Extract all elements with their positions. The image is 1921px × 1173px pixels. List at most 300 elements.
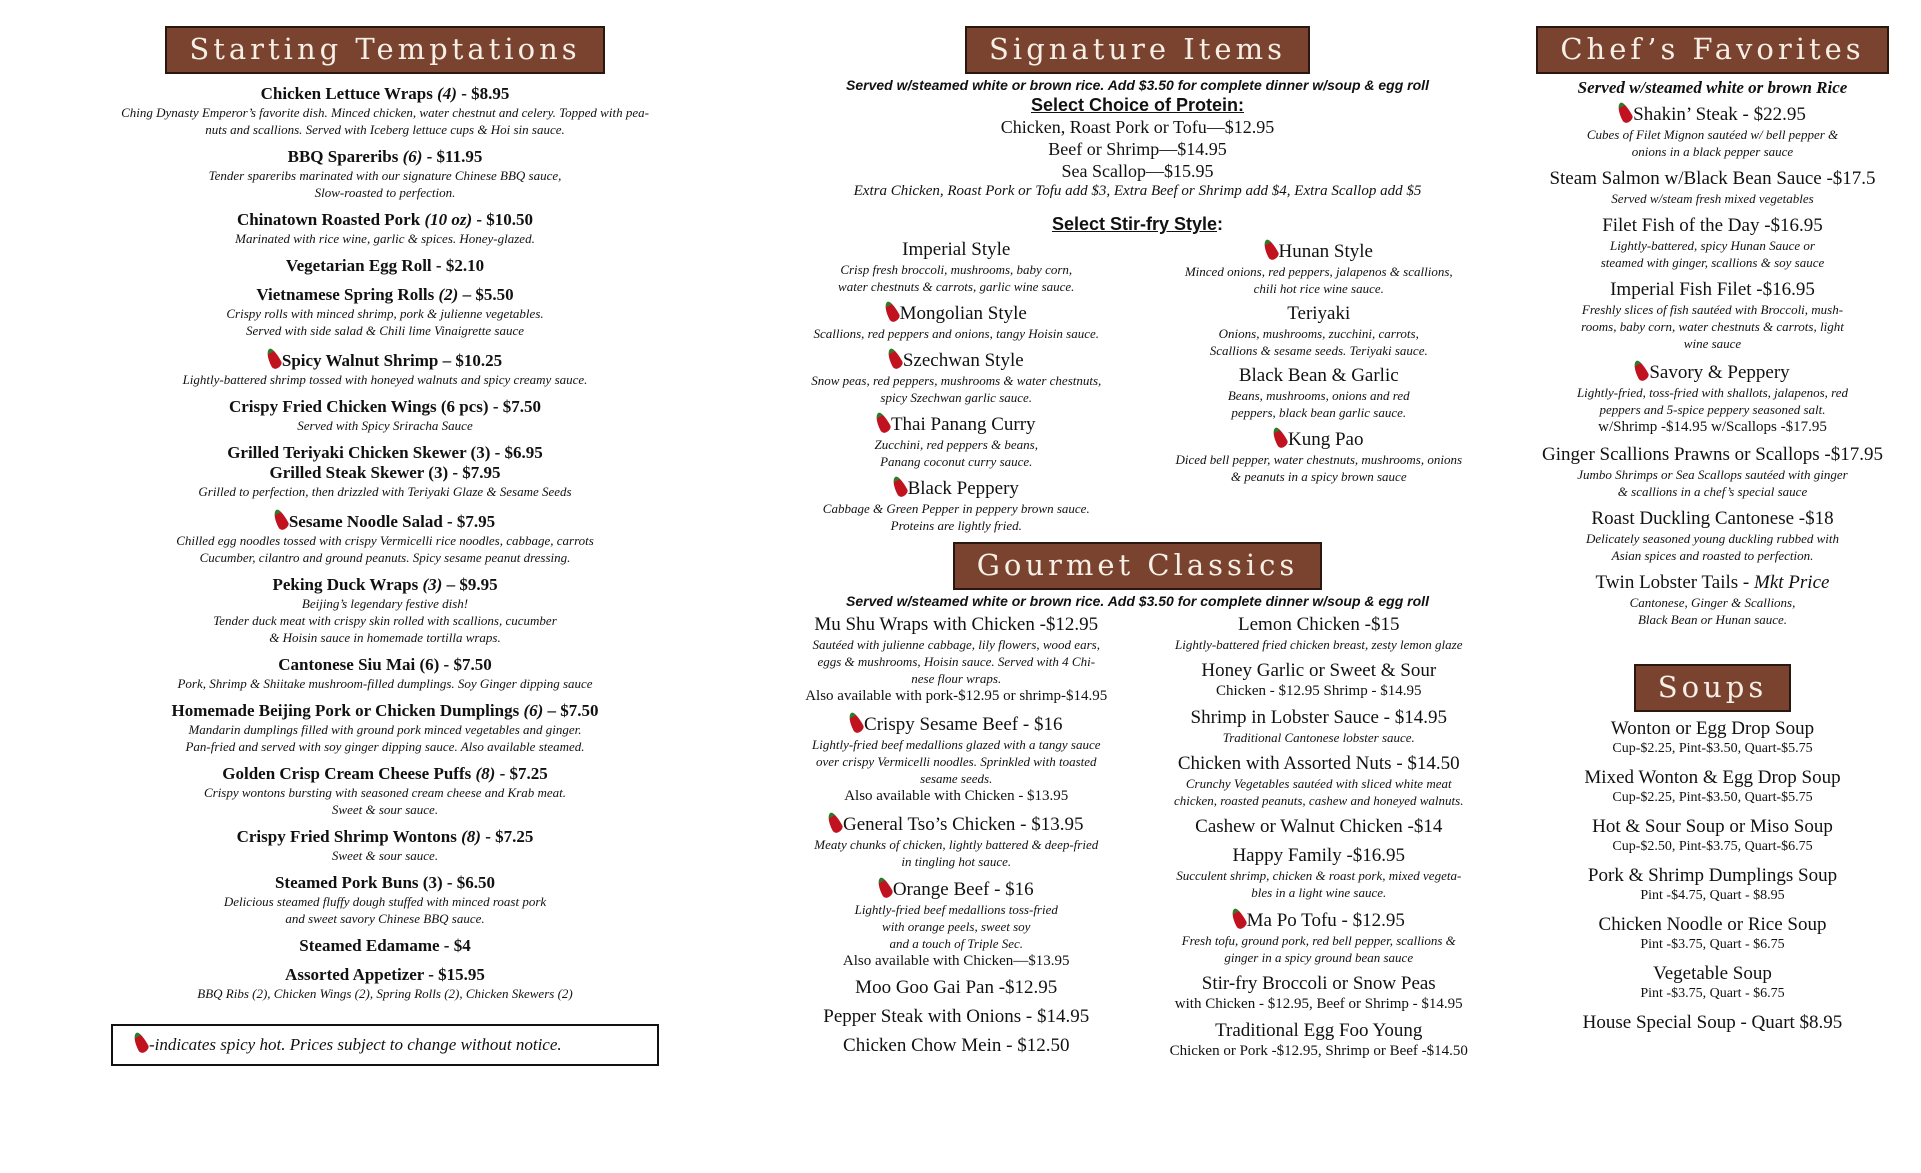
menu-item (1520, 508, 1905, 564)
menu-item (60, 965, 710, 1002)
item-name-line (775, 301, 1138, 325)
menu-item (60, 655, 710, 692)
item-name: Traditional Egg Foo Young (1215, 1020, 1423, 1041)
menu-item (1520, 444, 1905, 500)
item-name: Shakin’ Steak - $22.95 (1633, 104, 1806, 125)
item-name: Steamed Pork Buns (3) - $6.50 (274, 873, 496, 892)
item-extra: with Chicken - $12.95, Beef or Shrimp - $14.95 (1174, 996, 1463, 1012)
menu-item (60, 348, 710, 388)
item-description: Tender duck meat with crispy skin rolled with scallions, cucumber (213, 613, 557, 628)
item-name: Chicken Chow Mein - $12.50 (843, 1035, 1070, 1056)
item-name: Ma Po Tofu - $12.95 (1246, 910, 1405, 931)
item-description: Served with Spicy Sriracha Sauce (297, 418, 473, 433)
item-name: Shrimp in Lobster Sauce - $14.95 (1190, 707, 1447, 728)
item-name: Assorted Appetizer - $15.95 (285, 965, 485, 984)
item-name-line (1520, 360, 1905, 384)
item-extra: Also available with Chicken—$13.95 (842, 953, 1070, 969)
item-description: nese flour wraps. (911, 671, 1002, 686)
soups-list (1520, 718, 1905, 1034)
menu-item (60, 936, 710, 956)
chili-pepper-icon (1228, 907, 1248, 931)
item-description: sesame seeds. (920, 771, 993, 786)
item-name: Crispy Fried Shrimp Wontons (236, 827, 457, 846)
item-description: Grilled to perfection, then drizzled with Teriyaki Glaze & Sesame Seeds (198, 484, 572, 499)
item-description: over crispy Vermicelli noodles. Sprinkled with toasted (815, 754, 1097, 769)
soup-name: House Special Soup - Quart $8.95 (1582, 1012, 1843, 1033)
item-name: Szechwan Style (902, 350, 1024, 371)
item-name: Imperial Style (902, 239, 1011, 260)
item-description: Lightly-fried, toss-fried with shallots, jalapenos, red (1576, 385, 1849, 400)
item-description: Delicious steamed fluffy dough stuffed with minced roast pork (223, 894, 547, 909)
menu-item (775, 412, 1138, 470)
item-name: Orange Beef - $16 (892, 879, 1034, 900)
item-name-line (1138, 427, 1501, 451)
item-quantity: (6) (523, 701, 544, 720)
item-price: - $7.25 (480, 827, 534, 846)
item-name: Mongolian Style (899, 303, 1027, 324)
item-name: Vietnamese Spring Rolls (256, 285, 435, 304)
soup-prices: Cup-$2.25, Pint-$3.50, Quart-$5.75 (1612, 790, 1813, 805)
item-name: Sesame Noodle Salad - $7.95 (288, 512, 496, 531)
item-description: peppers and 5-spice peppery seasoned salt. (1599, 402, 1826, 417)
item-description: Cubes of Filet Mignon sautéed w/ bell pepper & (1586, 127, 1839, 142)
item-extra: Also available with Chicken - $13.95 (844, 788, 1069, 804)
protein-heading-text: Select Choice of Protein (1030, 95, 1239, 115)
item-description: Lightly-fried beef medallions toss-fried (854, 902, 1058, 917)
item-description: Lightly-battered shrimp tossed with honeyed walnuts and spicy creamy sauce. (182, 372, 588, 387)
item-price: Mkt Price (1754, 572, 1830, 593)
menu-item (60, 285, 710, 339)
item-description: Cucumber, cilantro and ground peanuts. Spicy sesame peanut dressing. (199, 550, 571, 565)
gourmet-note: Served w/steamed white or brown rice. Add $3.50 for complete dinner w/soup & egg roll (846, 593, 1429, 609)
item-description: water chestnuts & carrots, garlic wine sauce. (838, 279, 1075, 294)
item-description: Lightly-battered fried chicken breast, zesty lemon glaze (1175, 637, 1463, 652)
chili-pepper-icon (846, 711, 866, 735)
menu-item (1520, 360, 1905, 436)
item-name: Peking Duck Wraps (272, 575, 419, 594)
item-description: Jumbo Shrimps or Sea Scallops sautéed with ginger (1577, 467, 1848, 482)
gourmet-right (1138, 614, 1501, 1060)
item-description: spicy Szechwan garlic sauce. (880, 390, 1033, 405)
menu-item (1520, 572, 1905, 628)
item-name-line (60, 965, 710, 985)
item-quantity: (6) (402, 147, 423, 166)
item-extra: Also available with pork-$12.95 or shrimp-$14.95 (805, 688, 1108, 704)
item-name-line (1520, 279, 1905, 301)
item-description: chili hot rice wine sauce. (1253, 281, 1384, 296)
item-name-line (775, 812, 1138, 836)
soup-prices: Pint -$3.75, Quart - $6.75 (1640, 937, 1785, 952)
menu-item (775, 877, 1138, 970)
item-name: Mu Shu Wraps with Chicken -$12.95 (814, 614, 1099, 635)
menu-item (1138, 427, 1501, 485)
chili-pepper-icon (885, 347, 905, 371)
item-description: Onions, mushrooms, zucchini, carrots, (1218, 326, 1419, 341)
item-name: Black Bean & Garlic (1238, 365, 1399, 386)
item-extra: w/Shrimp -$14.95 w/Scallops -$17.95 (1598, 419, 1827, 435)
item-description: Freshly slices of fish sautéed with Broccoli, mush- (1581, 302, 1844, 317)
item-description: with orange peels, sweet soy (882, 919, 1031, 934)
menu-item (775, 614, 1138, 705)
item-name-line (60, 827, 710, 847)
chefs-note: Served w/steamed white or brown Rice (1577, 78, 1848, 97)
chili-pepper-icon (271, 508, 291, 532)
item-extra: Chicken or Pork -$12.95, Shrimp or Beef -$14.50 (1169, 1043, 1468, 1059)
item-name-line (60, 84, 710, 104)
item-name: Thai Panang Curry (890, 414, 1036, 435)
item-price: - $11.95 (422, 147, 483, 166)
menu-item (775, 239, 1138, 295)
menu-item (60, 443, 710, 500)
menu-item (775, 476, 1138, 534)
item-name: Vegetarian Egg Roll - $2.10 (285, 256, 485, 275)
soup-name: Hot & Sour Soup or Miso Soup (1592, 816, 1833, 837)
item-quantity: (8) (461, 827, 481, 846)
menu-item (775, 1006, 1138, 1028)
soup-prices: Pint -$4.75, Quart - $8.95 (1640, 888, 1785, 903)
item-name-line (1520, 168, 1905, 190)
item-description: Delicately seasoned young duckling rubbed with (1585, 531, 1840, 546)
item-description: Minced onions, red peppers, jalapenos & scallions, (1184, 264, 1453, 279)
menu-item (60, 827, 710, 864)
item-description: Meaty chunks of chicken, lightly battered & deep-fried (814, 837, 1099, 852)
item-price: - $8.95 (456, 84, 510, 103)
item-name: Cantonese Siu Mai (6) - $7.50 (278, 655, 492, 674)
item-name-line (1138, 303, 1501, 325)
item-name-line (60, 397, 710, 417)
menu-item (1138, 614, 1501, 653)
item-name: Lemon Chicken -$15 (1238, 614, 1400, 635)
item-name-line (1138, 365, 1501, 387)
item-name: Teriyaki (1287, 303, 1351, 324)
item-description: Panang coconut curry sauce. (880, 454, 1033, 469)
menu-item (60, 509, 710, 566)
item-name: Cashew or Walnut Chicken -$14 (1195, 816, 1443, 837)
section-banner-gourmet: Gourmet Classics (953, 542, 1323, 590)
menu-item (1138, 908, 1501, 966)
item-description: Fresh tofu, ground pork, red bell pepper, scallions & (1181, 933, 1456, 948)
item-description: Black Bean or Hunan sauce. (1637, 612, 1788, 627)
item-name-line (1520, 572, 1905, 594)
item-description: Ching Dynasty Emperor’s favorite dish. Minced chicken, water chestnut and celery. Topped with pea- (121, 105, 649, 120)
item-name-line (60, 147, 710, 167)
soup-item (1520, 914, 1905, 953)
item-description: Chilled egg noodles tossed with crispy Vermicelli rice noodles, cabbage, carrots (176, 533, 594, 548)
item-name-line (1138, 1020, 1501, 1042)
item-name: BBQ Spareribs (287, 147, 399, 166)
signature-note: Served w/steamed white or brown rice. Add $3.50 for complete dinner w/soup & egg roll (846, 77, 1429, 93)
item-name-line (775, 614, 1138, 636)
item-description: Cantonese, Ginger & Scallions, (1629, 595, 1796, 610)
item-name: Spicy Walnut Shrimp – $10.25 (281, 351, 503, 370)
item-name-line (1138, 908, 1501, 932)
item-description: Scallions & sesame seeds. Teriyaki sauce. (1209, 343, 1428, 358)
chili-pepper-icon (889, 475, 909, 499)
chili-pepper-icon (873, 411, 893, 435)
item-name-line (1138, 614, 1501, 636)
item-description: and sweet savory Chinese BBQ sauce. (285, 911, 485, 926)
soup-name: Mixed Wonton & Egg Drop Soup (1584, 767, 1841, 788)
item-description: and a touch of Triple Sec. (889, 936, 1024, 951)
middle-column (775, 0, 1500, 1060)
soup-prices: Cup-$2.25, Pint-$3.50, Quart-$5.75 (1612, 741, 1813, 756)
item-name: Stir-fry Broccoli or Snow Peas (1201, 973, 1436, 994)
item-name: Happy Family -$16.95 (1232, 845, 1406, 866)
menu-item (775, 301, 1138, 342)
item-name-line (1520, 215, 1905, 237)
item-name: Savory & Peppery (1649, 362, 1790, 383)
item-name: Grilled Steak Skewer (3) - $7.95 (269, 463, 501, 482)
item-name: Crispy Sesame Beef - $16 (864, 714, 1063, 735)
item-quantity: (3) (422, 575, 443, 594)
item-description: Diced bell pepper, water chestnuts, mushrooms, onions (1175, 452, 1463, 467)
item-name-line (60, 873, 710, 893)
starting-list (60, 84, 710, 1002)
item-name-line (60, 348, 710, 371)
menu-item (60, 210, 710, 247)
item-description: Mandarin dumplings filled with ground pork minced vegetables and ginger. (188, 722, 582, 737)
item-name-line (1520, 444, 1905, 466)
item-name: Ginger Scallions Prawns or Scallops -$17.95 (1542, 444, 1883, 465)
item-description: Pan-fried and served with soy ginger dipping sauce. Also available steamed. (185, 739, 585, 754)
soup-prices: Pint -$3.75, Quart - $6.75 (1640, 986, 1785, 1001)
item-name-line (60, 256, 710, 276)
chili-pepper-icon (1260, 238, 1280, 262)
item-name-line (1520, 508, 1905, 530)
gourmet-left (775, 614, 1138, 1060)
item-description: bles in a light wine sauce. (1251, 885, 1387, 900)
item-name: Chinatown Roasted Pork (236, 210, 421, 229)
menu-item (1138, 365, 1501, 421)
item-description: Crispy wontons bursting with seasoned cream cheese and Krab meat. (203, 785, 567, 800)
item-name: Golden Crisp Cream Cheese Puffs (222, 764, 472, 783)
soup-item (1520, 718, 1905, 757)
item-description: Snow peas, red peppers, mushrooms & water chestnuts, (811, 373, 1102, 388)
item-description: Pork, Shrimp & Shiitake mushroom-filled dumplings. Soy Ginger dipping sauce (177, 676, 593, 691)
item-description: Lightly-fried beef medallions glazed with a tangy sauce (812, 737, 1101, 752)
item-description: & scallions in a chef’s special sauce (1617, 484, 1808, 499)
item-description: Beans, mushrooms, onions and red (1227, 388, 1410, 403)
item-description: Cabbage & Green Pepper in peppery brown sauce. (822, 501, 1090, 516)
item-description: Crunchy Vegetables sautéed with sliced white meat (1185, 776, 1452, 791)
item-name: Roast Duckling Cantonese -$18 (1591, 508, 1834, 529)
menu-item (775, 812, 1138, 870)
item-quantity: (10 oz) (424, 210, 473, 229)
item-name-line (1138, 973, 1501, 995)
item-name: Grilled Teriyaki Chicken Skewer (3) - $6.95 (227, 443, 543, 462)
soup-name: Pork & Shrimp Dumplings Soup (1587, 865, 1838, 886)
item-description: chicken, roasted peanuts, cashew and honeyed walnuts. (1174, 793, 1464, 808)
item-price: – $5.50 (458, 285, 514, 304)
chili-pepper-icon (1270, 426, 1290, 450)
menu-item (1138, 816, 1501, 838)
item-name-line (1138, 707, 1501, 729)
item-name: Moo Goo Gai Pan -$12.95 (855, 977, 1058, 998)
soup-item (1520, 865, 1905, 904)
menu-item (775, 712, 1138, 805)
item-quantity: (2) (438, 285, 459, 304)
item-description: Crispy rolls with minced shrimp, pork & julienne vegetables. (226, 306, 544, 321)
menu-item (1520, 102, 1905, 160)
item-description: Sweet & sour sauce. (331, 802, 439, 817)
item-name: Steam Salmon w/Black Bean Sauce -$17.5 (1549, 168, 1876, 189)
menu-item (60, 256, 710, 276)
soup-name: Chicken Noodle or Rice Soup (1598, 914, 1827, 935)
item-description: peppers, black bean garlic sauce. (1231, 405, 1407, 420)
item-name: Black Peppery (907, 478, 1019, 499)
item-price: - $10.50 (472, 210, 534, 229)
item-name: Honey Garlic or Sweet & Sour (1201, 660, 1437, 681)
item-description: Slow-roasted to perfection. (314, 185, 456, 200)
item-name-line (1138, 845, 1501, 867)
item-price: - $7.25 (495, 764, 548, 783)
item-name-line (1520, 102, 1905, 126)
item-description: Beijing’s legendary festive dish! (301, 596, 469, 611)
item-name: Hunan Style (1278, 241, 1373, 262)
item-description: Zucchini, red peppers & beans, (874, 437, 1038, 452)
chili-pepper-icon (881, 300, 901, 324)
menu-item (1138, 845, 1501, 901)
item-name-line (60, 701, 710, 721)
stir-fry-styles (775, 239, 1500, 534)
item-description: wine sauce (1683, 336, 1742, 351)
menu-item (1138, 707, 1501, 746)
item-name: Twin Lobster Tails - (1595, 572, 1755, 593)
item-description: rooms, baby corn, water chestnuts & carrots, light (1581, 319, 1844, 334)
stir-fry-heading: Select Stir-fry Style: (1051, 214, 1224, 234)
chili-pepper-icon (1631, 359, 1651, 383)
item-name-line (60, 575, 710, 595)
item-description: Traditional Cantonese lobster sauce. (1222, 730, 1415, 745)
section-banner-soups: Soups (1634, 664, 1791, 712)
item-description: Served with side salad & Chili lime Vinaigrette sauce (245, 323, 524, 338)
starting-temptations-column (60, 0, 710, 1066)
item-description: Sweet & sour sauce. (331, 848, 439, 863)
item-name-line (1138, 239, 1501, 263)
menu-item (60, 84, 710, 138)
menu-item (60, 397, 710, 434)
menu-item (60, 147, 710, 201)
item-price: – $9.95 (442, 575, 498, 594)
chili-pepper-icon (131, 1031, 151, 1055)
item-description: Asian spices and roasted to perfection. (1611, 548, 1814, 563)
item-description: Crisp fresh broccoli, mushrooms, baby corn, (840, 262, 1073, 277)
item-extra: Chicken - $12.95 Shrimp - $14.95 (1216, 683, 1422, 699)
item-description: Sautéed with julienne cabbage, lily flowers, wood ears, (812, 637, 1100, 652)
menu-item (1138, 973, 1501, 1013)
item-name: Pepper Steak with Onions - $14.95 (823, 1006, 1090, 1027)
gourmet-items (775, 614, 1500, 1060)
item-price: – $7.50 (543, 701, 599, 720)
item-name-line (775, 476, 1138, 500)
stir-fry-heading-text: Select Stir-fry Style (1051, 214, 1218, 234)
item-quantity: (4) (437, 84, 457, 103)
right-column (1520, 0, 1905, 1034)
item-name-line (775, 1035, 1138, 1057)
item-description: Marinated with rice wine, garlic & spices. Honey-glazed. (235, 231, 535, 246)
item-description: steamed with ginger, scallions & soy sauce (1600, 255, 1825, 270)
item-name-line (60, 509, 710, 532)
item-description: & peanuts in a spicy brown sauce (1230, 469, 1407, 484)
item-name: Chicken Lettuce Wraps (260, 84, 433, 103)
menu-item (1138, 303, 1501, 359)
item-name-line (775, 877, 1138, 901)
item-description: Served w/steam fresh mixed vegetables (1611, 191, 1814, 206)
item-name: Filet Fish of the Day -$16.95 (1602, 215, 1823, 236)
section-banner-signature: Signature Items (965, 26, 1310, 74)
item-name: Chicken with Assorted Nuts - $14.50 (1177, 753, 1460, 774)
item-name-line (60, 936, 710, 956)
item-name-line (775, 712, 1138, 736)
item-name: Homemade Beijing Pork or Chicken Dumplings (171, 701, 520, 720)
item-name-line (60, 655, 710, 675)
soup-name: Wonton or Egg Drop Soup (1610, 718, 1815, 739)
item-name-line (775, 239, 1138, 261)
menu-item (1138, 239, 1501, 297)
menu-item (1520, 279, 1905, 352)
menu-item (60, 764, 710, 818)
item-description: in tingling hot sauce. (901, 854, 1012, 869)
menu-item (775, 348, 1138, 406)
protein-extra-note: Extra Chicken, Roast Pork or Tofu add $3, Extra Beef or Shrimp add $4, Extra Scallop add $5 (853, 183, 1422, 199)
chili-pepper-icon (875, 876, 895, 900)
item-name-line (60, 443, 710, 463)
soup-item (1520, 767, 1905, 806)
section-banner-chefs: Chef’s Favorites (1536, 26, 1888, 74)
item-name-line (60, 210, 710, 230)
menu-item (1138, 753, 1501, 809)
item-description: & Hoisin sauce in homemade tortilla wraps. (269, 630, 501, 645)
menu-item (1138, 660, 1501, 700)
chefs-list (1520, 102, 1905, 628)
item-description: onions in a black pepper sauce (1631, 144, 1794, 159)
item-name: Steamed Edamame - $4 (299, 936, 471, 955)
protein-heading: Select Choice of Protein: (1030, 95, 1245, 115)
soup-name: Vegetable Soup (1653, 963, 1772, 984)
soup-item (1520, 816, 1905, 855)
menu-item (60, 873, 710, 927)
item-description: eggs & mushrooms, Hoisin sauce. Served with 4 Chi- (817, 654, 1096, 669)
item-name: General Tso’s Chicken - $13.95 (842, 814, 1084, 835)
legend-text: -indicates spicy hot. Prices subject to change without notice. (149, 1035, 562, 1054)
item-name-line (60, 764, 710, 784)
item-description: Succulent shrimp, chicken & roast pork, mixed vegeta- (1176, 868, 1462, 883)
chili-pepper-icon (1615, 101, 1635, 125)
item-name-line (1138, 816, 1501, 838)
item-description: Lightly-battered, spicy Hunan Sauce or (1610, 238, 1815, 253)
item-description: Scallions, red peppers and onions, tangy Hoisin sauce. (813, 326, 1099, 341)
item-name-line (1138, 753, 1501, 775)
item-name-line (60, 285, 710, 305)
item-description: Tender spareribs marinated with our signature Chinese BBQ sauce, (208, 168, 562, 183)
menu-item (1520, 168, 1905, 207)
menu-item (1520, 215, 1905, 271)
item-name: Kung Pao (1288, 429, 1364, 450)
section-banner-starting: Starting Temptations (165, 26, 604, 74)
item-quantity: (8) (475, 764, 496, 783)
menu-item (60, 575, 710, 646)
protein-option: Chicken, Roast Pork or Tofu—$12.95 (1000, 117, 1275, 137)
chili-pepper-icon (825, 811, 845, 835)
protein-option: Sea Scallop—$15.95 (1061, 161, 1214, 181)
stir-fry-right (1138, 239, 1501, 534)
chili-pepper-icon (264, 347, 284, 371)
spicy-legend (111, 1024, 659, 1066)
item-name: Imperial Fish Filet -$16.95 (1610, 279, 1815, 300)
item-name-line (775, 412, 1138, 436)
soup-prices: Cup-$2.50, Pint-$3.75, Quart-$6.75 (1612, 839, 1813, 854)
item-description: nuts and scallions. Served with Iceberg lettuce cups & Hoi sin sauce. (205, 122, 565, 137)
